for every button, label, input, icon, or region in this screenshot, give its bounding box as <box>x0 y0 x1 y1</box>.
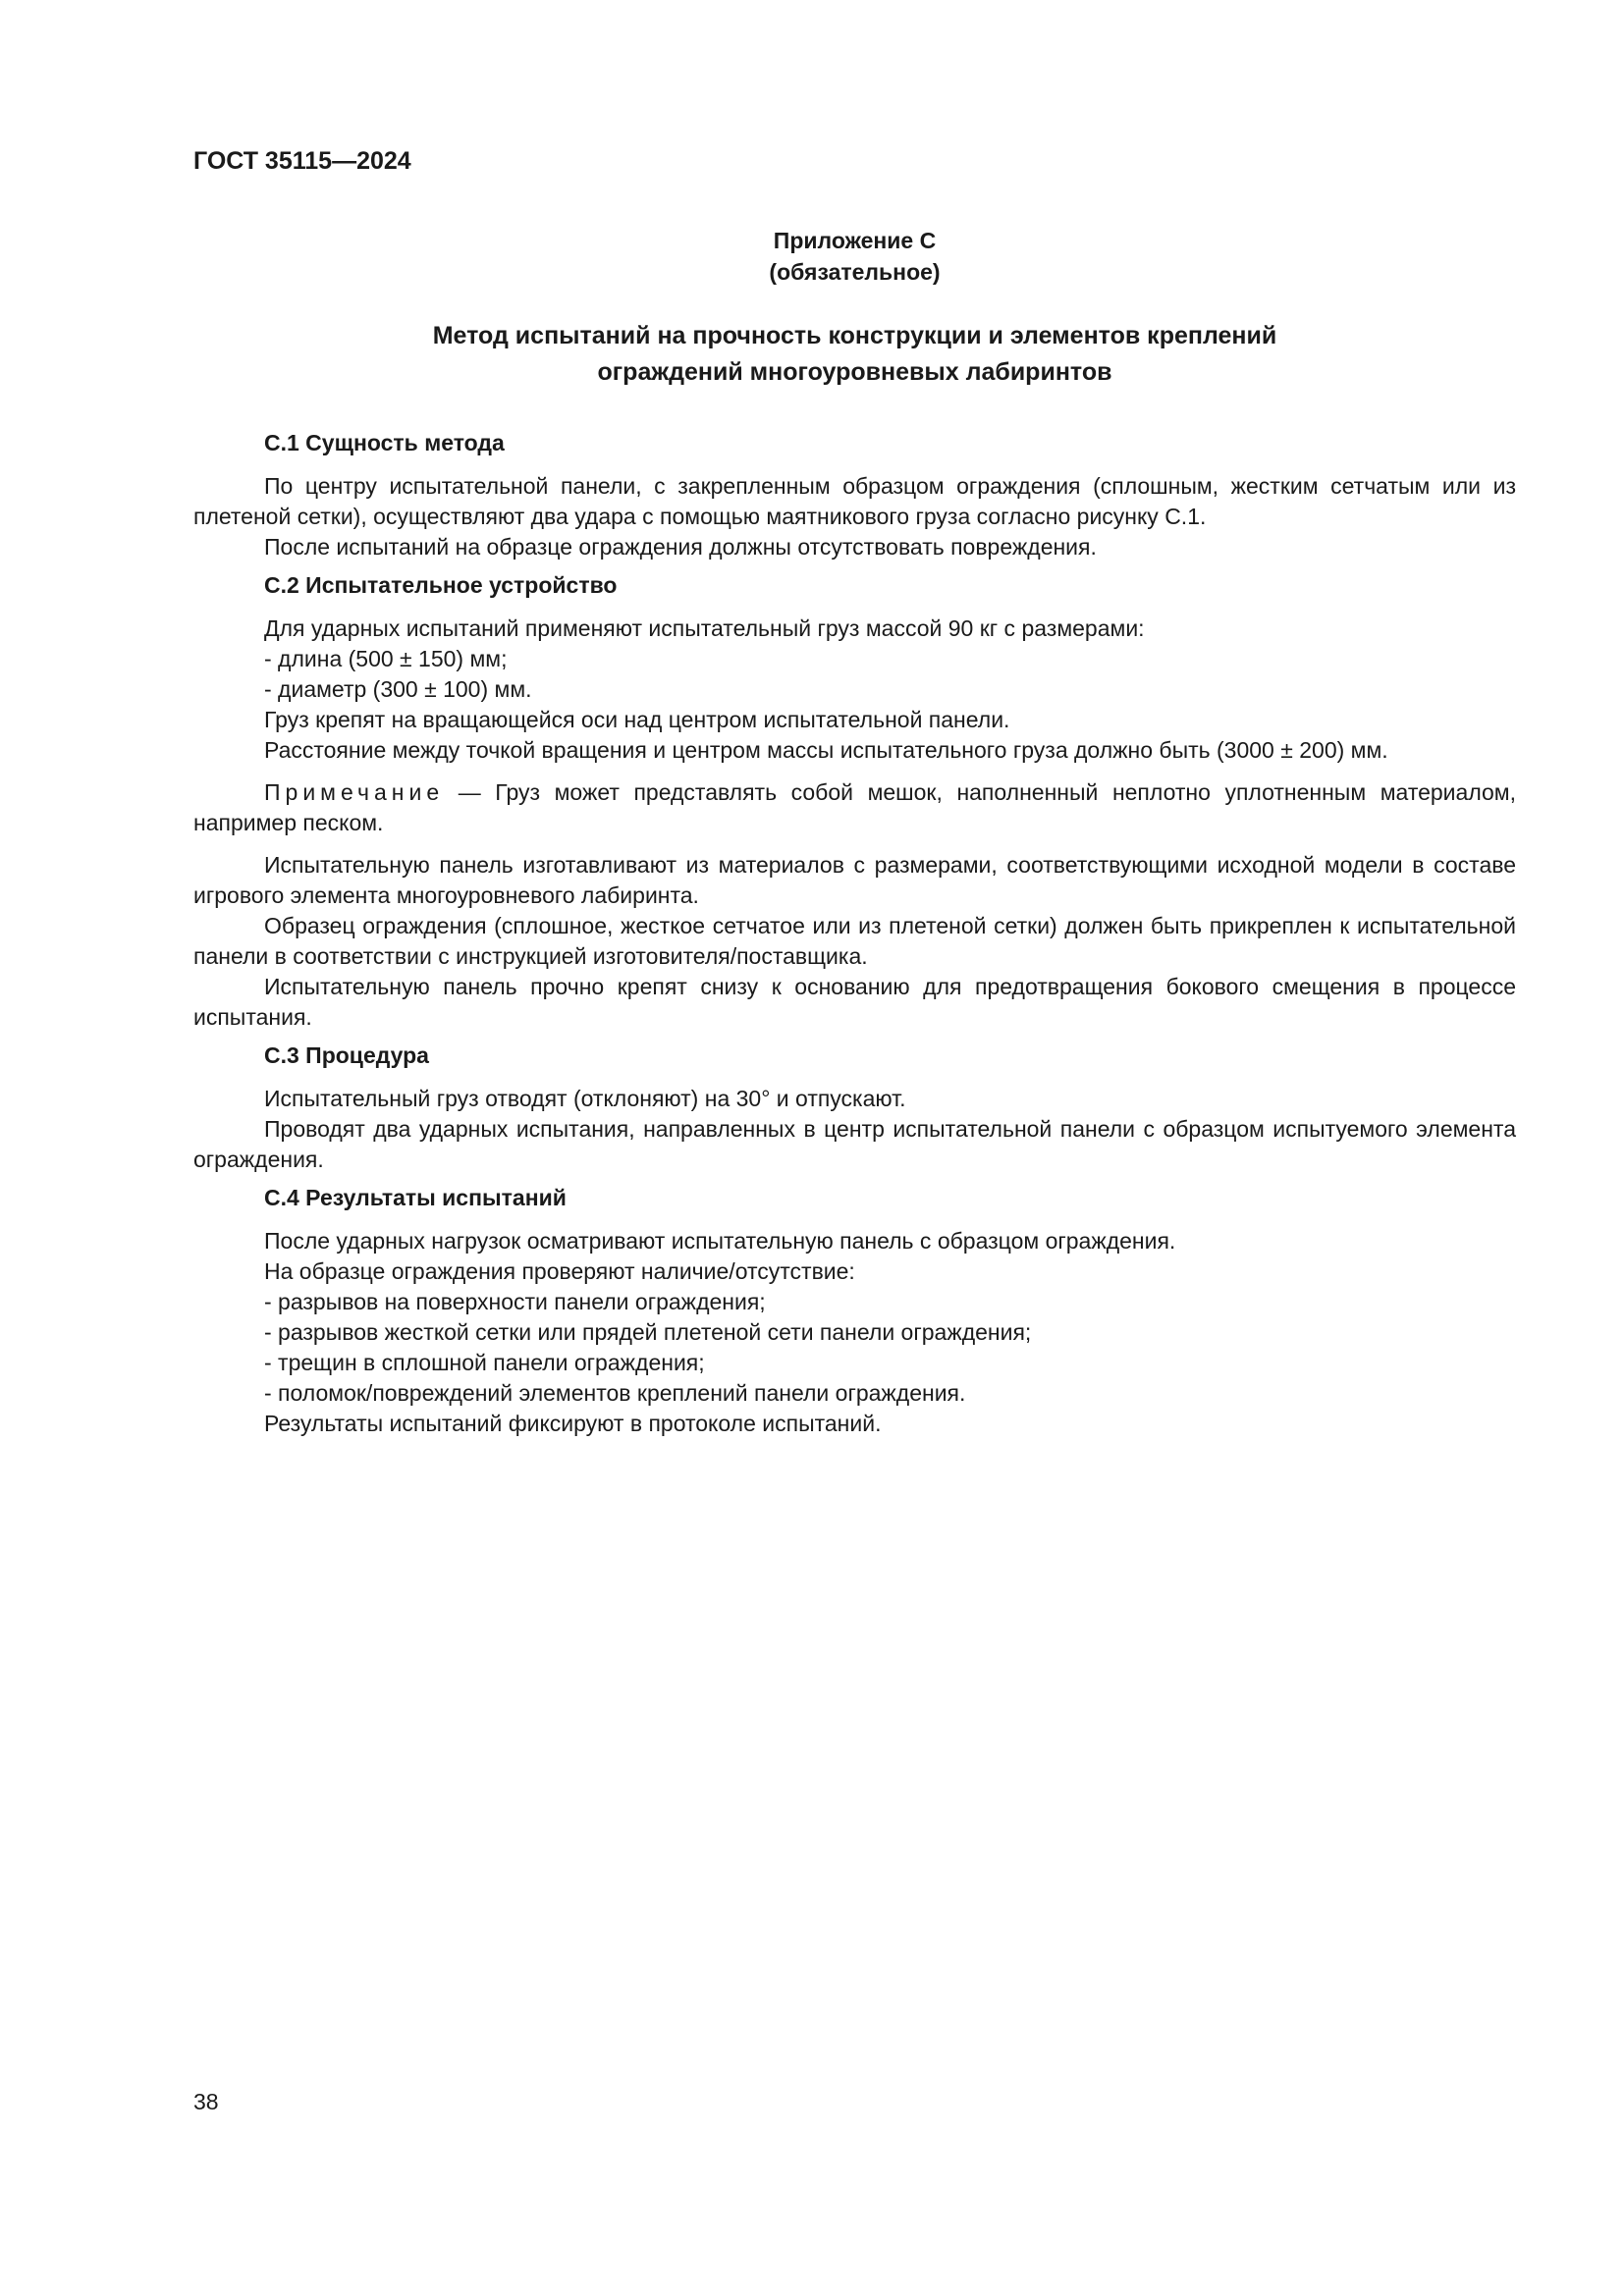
section-c2-paragraph: Испытательную панель изготавливают из материалов с размерами, соответствующими исходной модели в составе игрового элемента многоуровневого лабиринта. <box>193 852 1516 908</box>
note-text: — Груз может представлять собой мешок, наполненный неплотно уплотненным материалом, например песком. <box>193 779 1516 835</box>
document-body <box>193 428 1516 1439</box>
appendix-label: Приложение С <box>773 228 937 253</box>
appendix-heading <box>193 225 1516 288</box>
standard-code: ГОСТ 35115—2024 <box>193 147 411 175</box>
section-c3-paragraph: Испытательный груз отводят (отклоняют) на 30° и отпускают. <box>264 1086 906 1111</box>
section-c4-paragraph: Результаты испытаний фиксируют в протоколе испытаний. <box>264 1411 882 1436</box>
section-c4-paragraph: После ударных нагрузок осматривают испытательную панель с образцом ограждения. <box>264 1228 1176 1254</box>
section-c4-heading: С.4 Результаты испытаний <box>264 1185 567 1210</box>
document-title-line-2: ограждений многоуровневых лабиринтов <box>597 358 1112 386</box>
section-c3-paragraph: Проводят два ударных испытания, направленных в центр испытательной панели с образцом испытуемого элемента ограждения. <box>193 1116 1516 1172</box>
list-item: - диаметр (300 ± 100) мм. <box>264 676 532 702</box>
section-c2-paragraph: Испытательную панель прочно крепят снизу к основанию для предотвращения бокового смещения в процессе испытания. <box>193 974 1516 1030</box>
section-c2-paragraph: Образец ограждения (сплошное, жесткое сетчатое или из плетеной сетки) должен быть прикреплен к испытательной панели в соответствии с инструкцией изготовителя/поставщика. <box>193 913 1516 969</box>
note <box>193 777 1516 838</box>
section-c1-paragraph: По центру испытательной панели, с закрепленным образцом ограждения (сплошным, жестким сетчатым или из плетеной сетки), осуществляют два удара с помощью маятникового груза согласно рисунку С.1. <box>193 473 1516 529</box>
section-c2-paragraph: Для ударных испытаний применяют испытательный груз массой 90 кг с размерами: <box>264 615 1145 641</box>
section-c3-heading: С.3 Процедура <box>264 1042 429 1068</box>
section-c2-paragraph: Расстояние между точкой вращения и центром массы испытательного груза должно быть (3000 ± 200) мм. <box>264 737 1388 763</box>
document-title-line-1: Метод испытаний на прочность конструкции и элементов креплений <box>432 322 1277 349</box>
section-c1-paragraph: После испытаний на образце ограждения должны отсутствовать повреждения. <box>264 534 1097 560</box>
section-c2-heading: С.2 Испытательное устройство <box>264 572 618 598</box>
note-label: Примечание <box>264 779 445 805</box>
list-item: - разрывов жесткой сетки или прядей плетеной сети панели ограждения; <box>264 1319 1032 1345</box>
section-c1-heading: С.1 Сущность метода <box>264 430 505 455</box>
appendix-status: (обязательное) <box>769 259 941 285</box>
section-c2-paragraph: Груз крепят на вращающейся оси над центром испытательной панели. <box>264 707 1010 732</box>
page-number: 38 <box>193 2089 219 2114</box>
list-item: - длина (500 ± 150) мм; <box>264 646 508 671</box>
list-item: - трещин в сплошной панели ограждения; <box>264 1350 705 1375</box>
list-item: - поломок/повреждений элементов креплений панели ограждения. <box>264 1380 966 1406</box>
document-title <box>193 318 1516 391</box>
list-item: - разрывов на поверхности панели ограждения; <box>264 1289 766 1314</box>
section-c4-paragraph: На образце ограждения проверяют наличие/отсутствие: <box>264 1258 855 1284</box>
